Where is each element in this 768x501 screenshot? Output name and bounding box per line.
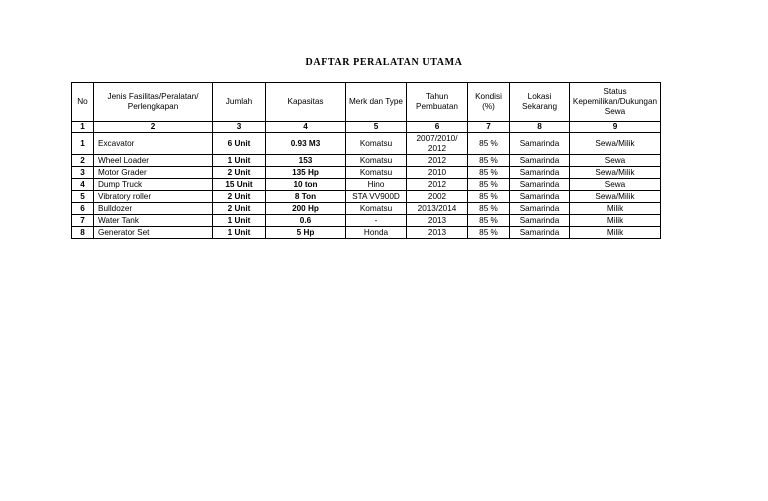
cell-lokasi: Samarinda [510,133,570,155]
cell-status: Sewa/Milik [570,191,661,203]
table-row [72,155,661,167]
cell-lokasi: Samarinda [510,191,570,203]
page-title: DAFTAR PERALATAN UTAMA [305,57,463,68]
cell-jumlah: 1 Unit [213,227,266,239]
header-no: No [72,83,94,122]
column-number: 9 [570,122,661,133]
cell-jenis: Motor Grader [94,167,213,179]
column-number-row [72,122,661,133]
cell-status: Milik [570,215,661,227]
table-row [72,179,661,191]
header-kondisi: Kondisi (%) [468,83,510,122]
column-number: 2 [94,122,213,133]
cell-no: 5 [72,191,94,203]
cell-jenis: Generator Set [94,227,213,239]
cell-jenis: Water Tank [94,215,213,227]
header-jumlah: Jumlah [213,83,266,122]
cell-lokasi: Samarinda [510,203,570,215]
cell-jenis: Wheel Loader [94,155,213,167]
cell-jumlah: 15 Unit [213,179,266,191]
cell-kondisi: 85 % [468,215,510,227]
column-number: 6 [407,122,468,133]
cell-no: 4 [72,179,94,191]
table-row [72,133,661,155]
cell-jumlah: 6 Unit [213,133,266,155]
cell-kapasitas: 5 Hp [266,227,346,239]
table-row [72,215,661,227]
cell-lokasi: Samarinda [510,179,570,191]
cell-kondisi: 85 % [468,203,510,215]
cell-kondisi: 85 % [468,179,510,191]
cell-status: Sewa/Milik [570,167,661,179]
column-number: 8 [510,122,570,133]
cell-status: Sewa [570,155,661,167]
cell-lokasi: Samarinda [510,227,570,239]
cell-lokasi: Samarinda [510,167,570,179]
cell-merk: Honda [346,227,407,239]
cell-no: 8 [72,227,94,239]
cell-kapasitas: 0.93 M3 [266,133,346,155]
cell-jumlah: 2 Unit [213,167,266,179]
cell-no: 3 [72,167,94,179]
cell-merk: Komatsu [346,203,407,215]
cell-jenis: Excavator [94,133,213,155]
cell-no: 6 [72,203,94,215]
cell-jumlah: 2 Unit [213,203,266,215]
cell-jenis: Dump Truck [94,179,213,191]
header-kapasitas: Kapasitas [266,83,346,122]
cell-tahun: 2010 [407,167,468,179]
table-row [72,227,661,239]
cell-kapasitas: 200 Hp [266,203,346,215]
cell-tahun: 2012 [407,179,468,191]
cell-tahun: 2013/2014 [407,203,468,215]
cell-jenis: Vibratory roller [94,191,213,203]
column-number: 4 [266,122,346,133]
cell-lokasi: Samarinda [510,155,570,167]
cell-kondisi: 85 % [468,191,510,203]
cell-no: 7 [72,215,94,227]
header-tahun: Tahun Pembuatan [407,83,468,122]
cell-kondisi: 85 % [468,155,510,167]
table-row [72,203,661,215]
cell-kondisi: 85 % [468,167,510,179]
header-jenis: Jenis Fasilitas/Peralatan/ Perlengkapan [94,83,213,122]
header-lokasi: Lokasi Sekarang [510,83,570,122]
cell-kapasitas: 0.6 [266,215,346,227]
cell-kapasitas: 10 ton [266,179,346,191]
column-number: 7 [468,122,510,133]
cell-kapasitas: 135 Hp [266,167,346,179]
cell-merk: Komatsu [346,155,407,167]
cell-kondisi: 85 % [468,133,510,155]
cell-merk: - [346,215,407,227]
cell-merk: Komatsu [346,133,407,155]
cell-merk: Komatsu [346,167,407,179]
cell-no: 2 [72,155,94,167]
cell-no: 1 [72,133,94,155]
cell-tahun: 2013 [407,215,468,227]
cell-tahun: 2007/2010/ 2012 [407,133,468,155]
table-row [72,191,661,203]
equipment-table [71,82,661,239]
cell-status: Milik [570,203,661,215]
header-merk: Merk dan Type [346,83,407,122]
cell-jenis: Bulldozer [94,203,213,215]
cell-tahun: 2012 [407,155,468,167]
cell-merk: STA VV900D [346,191,407,203]
header-status: Status Kepemilikan/Dukungan Sewa [570,83,661,122]
column-number: 1 [72,122,94,133]
cell-status: Sewa [570,179,661,191]
cell-tahun: 2002 [407,191,468,203]
table-row [72,167,661,179]
cell-jumlah: 1 Unit [213,155,266,167]
cell-jumlah: 2 Unit [213,191,266,203]
cell-tahun: 2013 [407,227,468,239]
header-row [72,83,661,122]
cell-kapasitas: 153 [266,155,346,167]
column-number: 3 [213,122,266,133]
cell-lokasi: Samarinda [510,215,570,227]
cell-kapasitas: 8 Ton [266,191,346,203]
cell-merk: Hino [346,179,407,191]
cell-jumlah: 1 Unit [213,215,266,227]
cell-status: Sewa/Milik [570,133,661,155]
cell-kondisi: 85 % [468,227,510,239]
column-number: 5 [346,122,407,133]
cell-status: Milik [570,227,661,239]
